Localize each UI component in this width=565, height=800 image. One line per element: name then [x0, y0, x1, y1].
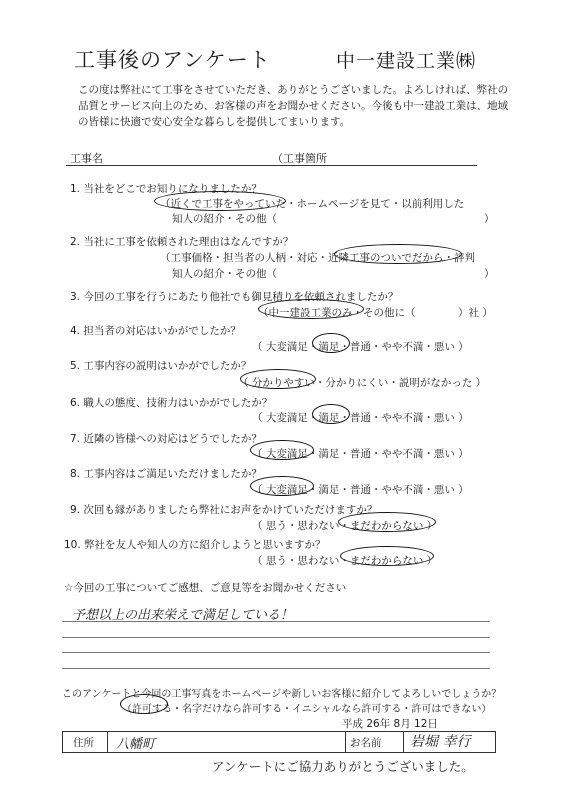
question-7: 7. 近隣の皆様への対応はどうでしたか？ [70, 433, 262, 445]
permission-question: このアンケートと今回の工事写真をホームページや新しいお客様に紹介してよろしいでしょうか？ [62, 689, 502, 700]
question-3-close: ）社 ） [458, 307, 493, 319]
date-label: 平成 26年 8月 12日 [342, 718, 438, 730]
survey-title: 工事後のアンケート [74, 48, 271, 72]
answer-circle-q10 [340, 546, 434, 566]
question-6: 6. 職人の態度、技術力はいかがでしたか？ [70, 397, 273, 409]
comment-handwriting: 予想以上の出来栄えで満足している！ [72, 608, 294, 623]
work-site-label: （工事箇所 [272, 152, 327, 165]
name-value: 岩堀 幸行 [410, 734, 471, 750]
company-name: 中一建設工業㈱ [336, 50, 477, 72]
comment-line-4 [62, 668, 490, 669]
answer-circle-q6 [312, 404, 350, 424]
name-label: お名前 [350, 737, 382, 749]
table-divider [107, 732, 108, 752]
answer-circle-permission [120, 694, 168, 714]
question-3-options: （中一建設工業のみ・その他に（ [258, 307, 416, 319]
question-1: 1. 当社をどこでお知りになりましたか？ [70, 183, 262, 195]
question-5: 5. 工事内容の説明はいかがでしたか？ [70, 360, 252, 372]
thanks-message: アンケートにご協力ありがとうございました。 [212, 759, 474, 774]
answer-circle-q1 [154, 191, 286, 211]
work-name-underline [66, 165, 477, 166]
question-8-options: （ 大変満足・満足・普通・やや不満・悪い ） [252, 484, 469, 496]
comment-line-3 [62, 652, 490, 653]
answer-circle-q4 [312, 333, 350, 353]
answer-circle-q9 [338, 512, 436, 532]
answer-circle-q8 [250, 476, 314, 496]
comments-prompt: ☆今回の工事についてご感想、ご意見等をお聞かせください [64, 582, 347, 594]
answer-circle-q3 [258, 299, 364, 319]
question-8: 8. 工事内容はご満足いただけましたか？ [70, 468, 262, 480]
permission-options: （許可する・名字だけなら許可する・イニシャルなら許可する・許可はできない） [122, 704, 492, 715]
question-2-options: （工事価格・担当者の人柄・対応・近隣工事のついでだから・評判 [160, 252, 475, 264]
work-name-label: 工事名 [70, 152, 103, 165]
question-6-options: （ 大変満足・満足・普通・やや不満・悪い ） [252, 412, 469, 424]
question-4-options: （ 大変満足・満足・普通・やや不満・悪い ） [252, 341, 469, 353]
question-1-other: 知人の紹介・その他（ [172, 213, 277, 225]
answer-circle-q2 [334, 244, 462, 264]
question-9: 9. 次回も縁がありましたら弊社にお声をかけていただけますか？ [70, 504, 378, 516]
intro-text: この度は弊社にて工事をさせていただき、ありがとうございました。よろしければ、弊社の品質とサービス向上のため、お客様の声をお聞かせください。今後も中一建設工業は、地域の皆様に快適で安心安全な暮らしを提供してまいります。 [78, 84, 509, 128]
answer-circle-q5 [240, 369, 316, 389]
question-10: 10. 弊社を友人や知人の方に紹介しようと思いますか？ [64, 539, 326, 551]
address-label: 住所 [73, 737, 94, 749]
question-5-options: （ 分かりやすい・分かりにくい・説明がなかった ） [238, 377, 487, 389]
question-10-options: （ 思う・思わない・まだわからない ） [252, 555, 438, 567]
question-2: 2. 当社に工事を依頼された理由はなんですか？ [70, 236, 294, 248]
question-1-options: （近くで工事をやっていた・ホームページを見て・以前利用した [160, 198, 465, 210]
comment-line-2 [62, 637, 490, 638]
question-4: 4. 担当者の対応はいかがでしたか？ [70, 325, 241, 337]
question-7-options: （ 大変満足・満足・普通・やや不満・悪い ） [252, 448, 469, 460]
address-value: 八幡町 [116, 737, 156, 752]
table-divider [403, 732, 404, 752]
question-2-other: 知人の紹介・その他（ [172, 268, 277, 280]
table-divider [345, 732, 346, 752]
question-2-close: ） [484, 268, 495, 280]
question-9-options: （ 思う・思わない・まだわからない ） [252, 520, 438, 532]
question-1-close: ） [484, 213, 495, 225]
answer-circle-q7 [250, 440, 314, 460]
question-3: 3. 今回の工事を行うにあたり他社でも御見積りを依頼されましたか？ [70, 291, 399, 303]
